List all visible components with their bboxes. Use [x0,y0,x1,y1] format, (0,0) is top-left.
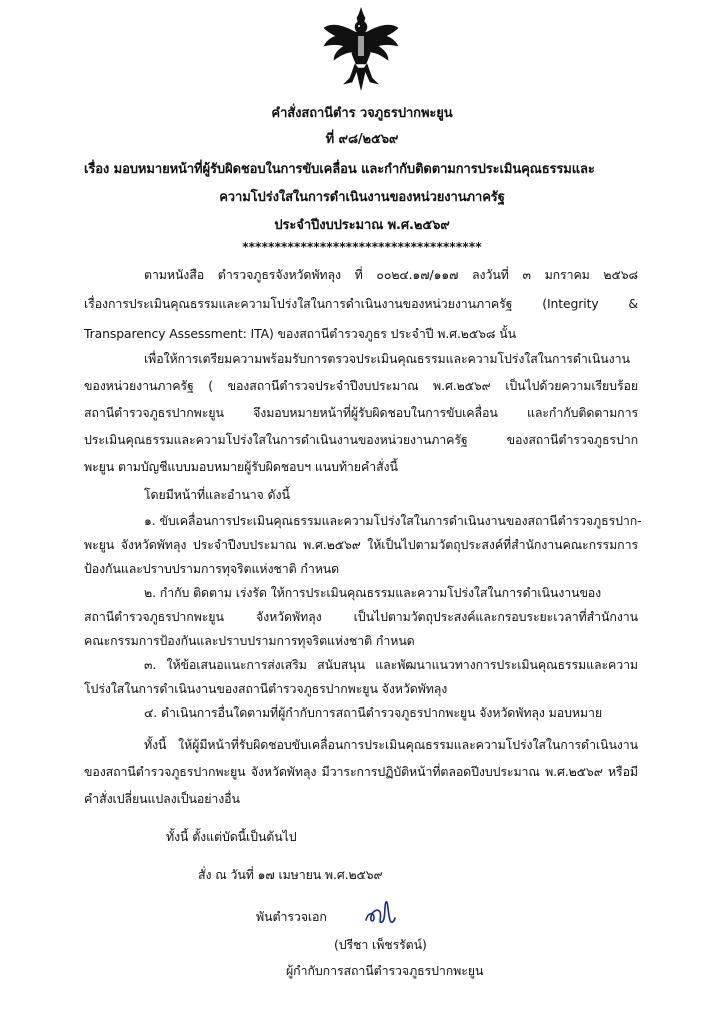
separator-line: ************************************* [242,240,482,254]
subject-line-2: ความโปร่งใสในการดำเนินงานของหน่วยงานภาครัฐ [219,190,505,205]
effective-statement: ทั้งนี้ ตั้งแต่บัดนี้เป็นต้นไป [166,829,297,844]
signer-rank: พันตำรวจเอก [256,909,327,924]
paragraph-2-line-3: สถานีตำรวจภูธรปากพะยูน จึงมอบหมายหน้าที่ผู้รับผิดชอบในการขับเคลื่อน และกำกับติดตามการ [84,405,638,420]
paragraph-3-line-1: ทั้งนี้ ให้ผู้มีหน้าที่รับผิดชอบขับเคลื่อนการประเมินคุณธรรมและความโปร่งใสในการดำเนินงาน [144,737,638,752]
order-date: สั่ง ณ วันที่ ๑๗ เมษายน พ.ศ.๒๕๖๙ [198,867,383,882]
signer-name: (ปรีชา เพ็ชรรัตน์) [334,937,427,952]
subject-line-1: เรื่อง มอบหมายหน้าที่ผู้รับผิดชอบในการขับเคลื่อน และกำกับติดตามการประเมินคุณธรรมและ [84,162,595,177]
handwritten-signature-icon [362,898,398,928]
paragraph-2-line-4: ประเมินคุณธรรมและความโปร่งใสในการดำเนินงานของหน่วยงานภาครัฐ ของสถานีตำรวจภูธรปาก [84,432,638,447]
duty-1-line-1: ๑. ขับเคลื่อนการประเมินคุณธรรมและความโปร่งใสในการดำเนินงานของสถานีตำรวจภูธรปาก- [144,513,642,528]
duty-1-line-2: พะยูน จังหวัดพัทลุง ประจำปีงบประมาณ พ.ศ.๒๕๖๙ ให้เป็นไปตามวัตถุประสงค์ที่สำนักงานคณะกรรมการ [84,537,638,552]
duty-2-line-3: คณะกรรมการป้องกันและปราบปรามการทุจริตแห่งชาติ กำหนด [84,633,415,648]
duty-2-line-2: สถานีตำรวจภูธรปากพะยูน จังหวัดพัทลุง เป็นไปตามวัตถุประสงค์และกรอบระยะเวลาที่สำนักงาน [84,609,638,624]
duty-3-line-1: ๓. ให้ข้อเสนอแนะการส่งเสริม สนับสนุน และพัฒนาแนวทางการประเมินคุณธรรมและความ [144,657,638,672]
garuda-emblem-icon [322,6,400,92]
order-title: คำสั่งสถานีตำร วจภูธรปากพะยูน [271,106,453,121]
paragraph-2-line-2: ของหน่วยงานภาครัฐ ( ของสถานีตำรวจประจำปีงบประมาณ พ.ศ.๒๕๖๙ เป็นไปด้วยความเรียบร้อย [84,378,638,393]
paragraph-1-line-1: ตามหนังสือ ตำรวจภูธรจังหวัดพัทลุง ที่ ๐๐๒๔.๑๗/๑๑๗ ลงวันที่ ๓ มกราคม ๒๕๖๘ [144,267,638,282]
paragraph-1-line-3: Transparency Assessment: ITA) ของสถานีตำรวจภูธร ประจำปี พ.ศ.๒๕๖๘ นั้น [84,326,516,341]
paragraph-1-line-2: เรื่องการประเมินคุณธรรมและความโปร่งใสในการดำเนินงานของหน่วยงานภาครัฐ (Integrity & [84,296,638,311]
signer-position: ผู้กำกับการสถานีตำรวจภูธรปากพะยูน [286,963,484,978]
duty-4-line-1: ๔. ดำเนินการอื่นใดตามที่ผู้กำกับการสถานีตำรวจภูธรปากพะยูน จังหวัดพัทลุง มอบหมาย [144,705,602,720]
paragraph-3-line-2: ของสถานีตำรวจภูธรปากพะยูน จังหวัดพัทลุง มีวาระการปฏิบัติหน้าที่ตลอดปีงบประมาณ พ.ศ.๒๕๖๙ หรือมี [84,764,638,779]
duty-1-line-3: ป้องกันและปราบปรามการทุจริตแห่งชาติ กำหนด [84,561,340,576]
subject-line-3: ประจำปีงบประมาณ พ.ศ.๒๕๖๙ [274,218,450,233]
duty-2-line-1: ๒. กำกับ ติดตาม เร่งรัด ให้การประเมินคุณธรรมและความโปร่งใสในการดำเนินงานของ [144,585,602,600]
paragraph-3-line-3: คำสั่งเปลี่ยนแปลงเป็นอย่างอื่น [84,791,240,806]
paragraph-2-line-5: พะยูน ตามบัญชีแบบมอบหมายผู้รับผิดชอบฯ แนบท้ายคำสั่งนี้ [84,459,398,474]
duty-3-line-2: โปร่งใสในการดำเนินงานของสถานีตำรวจภูธรปากพะยูน จังหวัดพัทลุง [84,681,448,696]
order-number: ที่ ๙๘/๒๕๖๙ [325,132,399,147]
paragraph-2-line-1: เพื่อให้การเตรียมความพร้อมรับการตรวจประเมินคุณธรรมและความโปร่งใสในการดำเนินงาน [144,351,630,366]
duties-intro: โดยมีหน้าที่และอำนาจ ดังนี้ [144,487,290,502]
